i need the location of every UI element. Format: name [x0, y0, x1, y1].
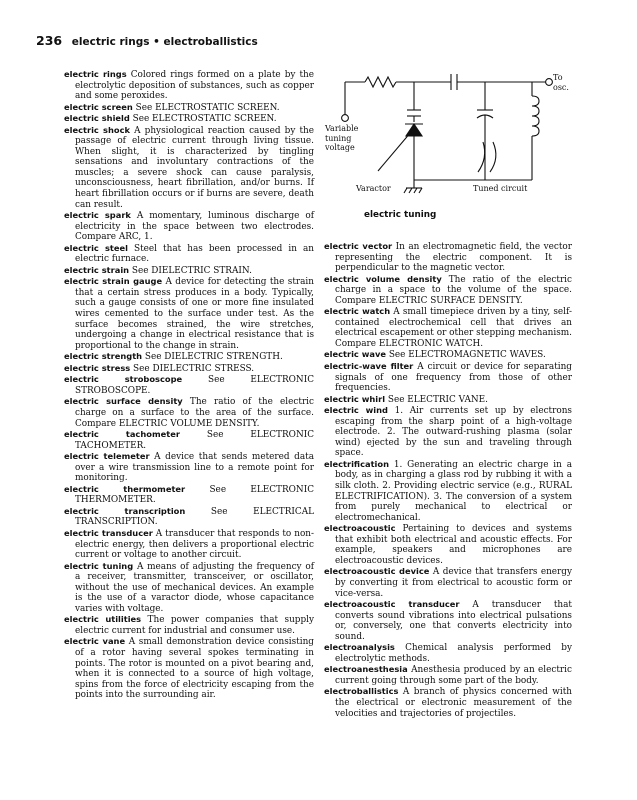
varactor-label: Varactor [356, 184, 391, 193]
entry-term: electric vector [324, 241, 393, 251]
entry-term: electric screen [64, 101, 133, 112]
dictionary-entry [64, 265, 314, 277]
resistor-symbol [365, 77, 396, 87]
running-header [36, 33, 258, 48]
dictionary-entry [324, 361, 572, 394]
entry-term: electric wave [324, 349, 387, 360]
input-terminal [342, 115, 349, 122]
entry-definition: A device for detecting the strain that a certain stress produces in a body. Typically, such a gauge consists of one or more fine insulated wires cemented to the surface under test. As the surface becomes strained, the wire stretches, undergoing a change in electrical resistance that is proportional to the change in strain. [75, 277, 314, 351]
entry-term: electric thermometer [64, 483, 186, 494]
entry-definition: The power companies that supply electric current for industrial and consumer use. [75, 615, 314, 636]
entry-term: electric telemeter [64, 451, 150, 462]
dictionary-entry [64, 561, 314, 615]
entry-term: electric strength [64, 351, 143, 362]
right-column [324, 241, 572, 719]
entry-term: electric steel [64, 242, 128, 253]
entry-term: electroacoustic [324, 523, 396, 534]
entry-definition: See ELECTRICAL TRANSCRIPTION. [75, 506, 314, 528]
entry-definition: A physiological reaction caused by the passage of electric current through living tissue. When slight, it is characterized by tingling sensations and involuntary contractions of the muscles; a severe shock can cause paralysis, unconsciousness, heart fibrillation, and/or burns. If heart fibrillation occurs or if burns are severe, death can result. [75, 125, 314, 210]
entry-term: electric shield [64, 113, 130, 124]
dictionary-entry [64, 351, 314, 363]
varactor-diode-symbol [406, 124, 422, 136]
entry-definition: See ELECTRONIC TACHOMETER. [75, 430, 315, 451]
dictionary-entry [324, 686, 572, 719]
entry-definition: A branch of physics concerned with the electrical or electronic measurement of the velocities and trajectories of projectiles. [335, 687, 572, 719]
dictionary-entry [324, 566, 572, 599]
entry-term: electric tachometer [64, 429, 180, 440]
dictionary-entry [64, 636, 314, 700]
inductor-coil-symbol [532, 96, 539, 136]
entry-term: electrification [324, 458, 390, 469]
entry-term: electric watch [324, 306, 391, 317]
dictionary-entry [64, 276, 314, 351]
variable-tuning-voltage-label: Variable tuning voltage [325, 124, 359, 152]
dictionary-entry [324, 274, 572, 307]
entry-definition: 1. Air currents set up by electrons escaping from the sharp point of a high-voltage electrode. 2. The outward-rushing plasma (solar wind) ejected by the sun and traveling through space. [335, 406, 572, 459]
entry-definition: See DIELECTRIC STRENGTH. [142, 352, 283, 363]
entry-definition: 1. Generating an electric charge in a body, as in charging a glass rod by rubbing it with a silk cloth. 2. Providing electric service (e.g., RURAL ELECTRIFICATION). 3. The conversion of a system from purely mechanical to electrical or electromechanical. [335, 459, 572, 523]
entry-term: electric volume density [324, 273, 442, 284]
entry-term: electroanesthesia [324, 664, 408, 675]
dictionary-entry [64, 506, 314, 528]
entry-term: electric transducer [64, 527, 153, 538]
entry-definition: See ELECTROSTATIC SCREEN. [129, 114, 277, 125]
entry-definition: Anesthesia produced by an electric current going through some part of the body. [335, 665, 572, 686]
dictionary-entry [64, 102, 314, 114]
entry-term: electric spark [64, 210, 131, 221]
entry-definition: A momentary, luminous discharge of electricity in the space between two electrodes. Compare ARC, 1. [75, 211, 315, 243]
entry-definition: Steel that has been processed in an electric furnace. [75, 243, 315, 265]
dictionary-entry [64, 484, 314, 506]
entry-definition: See ELECTRIC VANE. [385, 394, 488, 405]
entry-definition: See DIELECTRIC STRAIN. [129, 265, 252, 276]
entry-definition: A device that sends metered data over a wire transmission line to a remote point for monitoring. [75, 452, 314, 484]
dictionary-entry [64, 210, 314, 243]
dictionary-entry [64, 243, 314, 265]
dictionary-entry [324, 405, 572, 459]
entry-definition: A small demonstration device consisting of a rotor having several spokes terminating in points. The rotor is mounted on a pivot bearing and, when it is connected to a source of high voltage, spins from the force of electricity escaping from the points into the surrounding air. [75, 637, 314, 701]
entry-term: electric surface density [64, 396, 183, 407]
dictionary-entry [64, 451, 314, 484]
to-osc-label: To osc. [553, 73, 569, 92]
dictionary-entry [324, 523, 572, 566]
entry-term: electroanalysis [324, 642, 395, 653]
tuned-circuit-label: Tuned circuit [473, 184, 528, 193]
entry-definition: A circuit or device for separating signals of one frequency from those of other frequencies. [335, 362, 572, 394]
left-column [64, 69, 314, 701]
figure-caption: electric tuning [364, 210, 437, 220]
entry-definition: See DIELECTRIC STRESS. [130, 363, 255, 374]
entry-definition: In an electromagnetic field, the vector representing the electric component. It is perpendicular to the magnetic vector. [335, 242, 572, 274]
entry-definition: See ELECTRONIC THERMOMETER. [75, 484, 314, 506]
entry-definition: Pertaining to devices and systems that exhibit both electrical and acoustic effects. For example, speakers and microphones are electroacoustic devices. [335, 524, 572, 566]
output-terminal [546, 79, 553, 86]
entry-term: electroacoustic transducer [324, 599, 460, 610]
dictionary-entry [64, 528, 314, 561]
page-number: 236 [36, 33, 63, 48]
dictionary-entry [64, 363, 314, 375]
dictionary-entry [64, 113, 314, 125]
dictionary-entry [324, 642, 572, 664]
entry-term: electric wind [324, 405, 388, 416]
dictionary-entry [324, 241, 572, 274]
entry-definition: The ratio of the electric charge in a space to the volume of the space. Compare ELECTRIC SURFACE DENSITY. [335, 274, 572, 306]
header-title: electric rings • electroballistics [71, 36, 258, 48]
entry-term: electric strain [64, 264, 130, 275]
entry-definition: See ELECTROMAGNETIC WAVES. [386, 350, 546, 361]
entry-term: electroballistics [324, 686, 399, 697]
dictionary-entry [324, 306, 572, 349]
entry-term: electric tuning [64, 560, 134, 571]
dictionary-entry [64, 69, 314, 102]
dictionary-entry [324, 459, 572, 523]
entry-term: electric stress [64, 362, 131, 373]
entry-definition: A small timepiece driven by a tiny, self-contained electrochemical cell that drives an electrical escapement or other stepping mechanism. Compare ELECTRONIC WATCH. [335, 307, 572, 349]
entry-term: electric strain gauge [64, 276, 163, 287]
entry-definition: See ELECTRONIC STROBOSCOPE. [75, 375, 314, 396]
dictionary-entry [324, 394, 572, 406]
entry-definition: The ratio of the electric charge on a surface to the area of the surface. Compare ELECTRIC VOLUME DENSITY. [75, 397, 314, 429]
entry-term: electric vane [64, 636, 126, 647]
dictionary-entry [64, 125, 314, 210]
entry-definition: Colored rings formed on a plate by the electrolytic deposition of substances, such as copper and some peroxides. [75, 70, 314, 102]
dictionary-entry [64, 429, 314, 451]
entry-term: electric transcription [64, 505, 186, 516]
entry-term: electric whirl [324, 393, 386, 404]
entry-term: electroacoustic device [324, 566, 430, 577]
entry-term: electric shock [64, 124, 131, 135]
dictionary-entry [64, 614, 314, 636]
dictionary-entry [64, 396, 314, 429]
entry-term: electric rings [64, 69, 127, 79]
entry-definition: A means of adjusting the frequency of a receiver, transmitter, transceiver, or oscillator, without the use of mechanical devices. An example is the use of a varactor diode, whose capacitance varies with voltage. [75, 561, 314, 614]
dictionary-entry [324, 664, 572, 686]
entry-term: electric utilities [64, 614, 142, 625]
dictionary-entry [64, 374, 314, 396]
dictionary-entry [324, 349, 572, 361]
entry-definition: See ELECTROSTATIC SCREEN. [132, 102, 280, 113]
entry-term: electric-wave filter [324, 361, 414, 372]
entry-definition: A device that transfers energy by converting it from electrical to acoustic form or vice-versa. [335, 567, 572, 599]
entry-definition: A transducer that responds to non-electric energy, then delivers a proportional electric current or voltage to another circuit. [75, 528, 314, 561]
entry-term: electric stroboscope [64, 374, 183, 385]
entry-definition: A transducer that converts sound vibrations into electrical pulsations or, conversely, one that converts electricity into sound. [335, 600, 572, 642]
dictionary-entry [324, 599, 572, 642]
entry-definition: Chemical analysis performed by electrolytic methods. [335, 643, 572, 664]
